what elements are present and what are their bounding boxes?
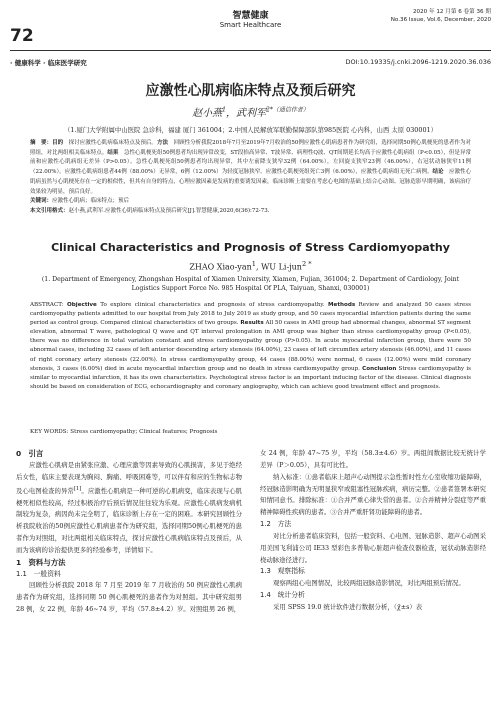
page-header <box>10 6 491 48</box>
body-left-column <box>16 448 242 616</box>
paragraph: 采用 SPSS 19.0 统计软件进行数据分析，（χ̄±s）表 <box>273 602 423 611</box>
keywords-en: KEY WORDS: Stress cardiomyopathy; Clinical features; Prognosis <box>30 429 218 435</box>
affiliation-en: (1. Department of Emergency, Zhongshan Hospital of Xiamen University, Xiamen, Fujian, 361004; 2. Department of Cardiology, Joint Logistics Support Force No. 985 Hospital Of PLA, Taiyuan, Shanxi, 030001) <box>41 276 460 293</box>
section-heading: 0 引言 <box>16 449 44 458</box>
journal-title: 智慧健康 <box>232 11 269 21</box>
authors-en: ZHAO Xiao-yan$^1$, WU Li-jun$^{2 *}$ <box>189 260 312 272</box>
paragraph: 女 24 例，年龄 47~75 岁，平均（58.3±4.6）岁。两组间数据比较无统计学差异（P＞0.05），具有可比性。 <box>260 449 486 469</box>
paragraph: 对比分析患者临床资料，包括一般资料、心电图、冠脉造影、超声心动图采用美国飞利浦公司 IE33 型彩色多普勒心脏超声检查仪器检查，冠状动脉造影经桡动脉途径进行。 <box>260 531 486 564</box>
paragraph: 应激性心肌病是由紧张应激、心理应激等因素导致的心肌损害，多见于绝经后女性，临床主要表现为胸闷、胸痛、呼吸困难等，可以伴有和应的生物标志物及心电图检查的异常[1]。应激性心肌病是一种可逆的心肌病变，临床表现与心肌梗死相似性较高，经过积极治疗后预后情况往往较为乐观。应激性心肌病发病机制较为复杂，病因尚未完全明了，临床诊断上存在一定的困难。本研究回顾性分析我院收治的50例应激性心肌病患者作为研究组，选择同期50例心肌梗死的患者作为对照组，对比两组相关临床特点，探讨应激性心肌病临床特点及预后，从而为该病的诊治提供更多的经验参考，详情如下。 <box>16 460 243 554</box>
author-1: 赵小燕 <box>192 108 223 119</box>
doi: DOI:10.19335/j.cnki.2096-1219.2020.36.036 <box>345 58 491 66</box>
issue-en: No.36 Issue, Vol.6, December, 2020 <box>390 17 491 23</box>
journal-title-en: Smart Healthcare <box>219 21 282 29</box>
authors-cn: 赵小燕$^1$，武利军$^{2*(通信作者)}$ <box>192 106 309 119</box>
abstract-cn: 摘 要：目的 探讨应激性心肌病临床特点及预后。方法 回顾性分析我院2018年7月至2019年7月收治的50例应激性心肌病患者作为研究组，选择同期50例心肌梗死的患者作为对照组，对比两组相关临床特点。结果 急性心肌梗死组50例患者均出现异常改变，ST段抬高异常、T波异常、病理性Q波、QT间期延长均高于应激性心肌病组（P<0.05），但是异常前和应激性心肌病组无差异（P>0.05）。急性心肌梗死组50例患者均出现异常，其中左前降支狭窄32例（64.00%），左回旋支狭窄23例（46.00%），右冠状动脉狭窄11例（22.00%）。应激性心肌病组患者44例（88.00%）无异常，6例（12.00%）为轻度冠脉狭窄。应激性心肌梗死组死亡3例（6.00%），应激性心肌病组无死亡病例。结论 应激性心肌病虽然与心肌梗死存在一定的相似性，但其有自身的特点，心理应激因素是发病的重要诱发因素，临床诊断上需要在考虑心电图的基础上结合心动图、冠脉造影早期明确，该病治疗效果较为明显，预后良好。 关键词：应激性心肌病；临床特点；预后 本文引用格式：赵小燕,武利军.应激性心肌病临床特点及预后研究[J].智慧健康,2020,6(36):72-73. <box>30 140 471 214</box>
paragraph: 纳入标准：①患者临床上超声心动图提示急性暂时性左心室收缩功能障碍，经冠脉造影明确为无明显狭窄或阻塞性冠脉疾病，病历完整。②患者签署本研究知情同意书。排除标准：①合并严重心律失常的患者。②合并精神分裂症等严重精神障碍性疾病的患者。③合并严重肝肾功能障碍的患者。 <box>260 472 486 517</box>
page-number: 72 <box>10 26 34 46</box>
affiliation-cn: （1.厦门大学附属中山医院 急诊科，福建 厦门 361004；2.中国人民解放军联勤保障部队第985医院 心内科，山西 太原 030001） <box>64 126 437 134</box>
issue-info <box>391 8 491 24</box>
section-heading: 1 资料与方法 <box>16 557 66 567</box>
paragraph: 观察两组心电图情况，比较两组冠脉造影情况，对比两组预后情况。 <box>273 579 465 588</box>
issue-cn: 2020 年 12 月第 6 卷第 36 期 <box>412 9 491 15</box>
title-en: Clinical Characteristics and Prognosis of Stress Cardiomyopathy <box>51 241 450 254</box>
column-label: · 健康科学 · 临床医学研究 <box>10 59 87 67</box>
header-rule <box>10 50 491 51</box>
paragraph: 回顾性分析我院 2018 年 7 月至 2019 年 7 月收治的 50 例应激性心肌病患者作为研究组，选择同期 50 例心肌梗死的患者作为对照组。其中研究组男 28 例，女 22 例，年龄 46~74 岁，平均（57.8±4.2）岁。对照组男 26 例， <box>16 581 242 614</box>
body-right-column <box>260 448 486 614</box>
subsection-heading: 1.1 一般资料 <box>16 569 61 578</box>
abstract-en: ABSTRACT: Objective To explore clinical characteristics and prognosis of stress cardiomyopathy. Methods Review and analyzed 50 cases stress cardiomyopathy patients admitted to our hospital from July 2018 to July 2019 as study group, and 50 cases myocardial infarction patients during the same period as control group. Compared clinical characteristics of two groups. Results All 50 cases in AMI group had abnormal changes, abnormal ST segment elevation, abnormal T wave, pathological Q wave and QT interval prolongation in AMI group was higher than stress cardiomyopathy group (P<0.05), there was no difference in total variation constant and stress cardiomyopathy group (P>0.05). In acute myocardial infarction group, there were 50 abnormal cases, including 32 cases of left anterior descending artery stenosis (64.00%), 23 cases of left circumflex artery stenosis (46.00%), and 11 cases of right coronary artery stenosis (22.00%). In stress cardiomyopathy group, 44 cases (88.00%) were normal, 6 cases (12.00%) were mild coronary stenosis, 3 cases (6.00%) died in acute myocardial infarction group and no death in stress cardiomyopathy group. Conclusion Stress cardiomyopathy is similar to myocardial infarction, it has its own characteristics. Psychological stress factor is an important inducing factor of the disease. Clinical diagnosis should be based on consideration of ECG, echocardiography and coronary angiography, which can achieve good treatment effect and prognosis. <box>30 302 472 390</box>
subsection-heading: 1.2 方法 <box>260 520 292 529</box>
subsection-heading: 1.3 观察指标 <box>260 567 305 576</box>
title-cn: 应激性心肌病临床特点及预后研究 <box>145 83 356 99</box>
author-2: 武利军 <box>236 108 266 119</box>
subsection-heading: 1.4 统计分析 <box>260 591 305 600</box>
